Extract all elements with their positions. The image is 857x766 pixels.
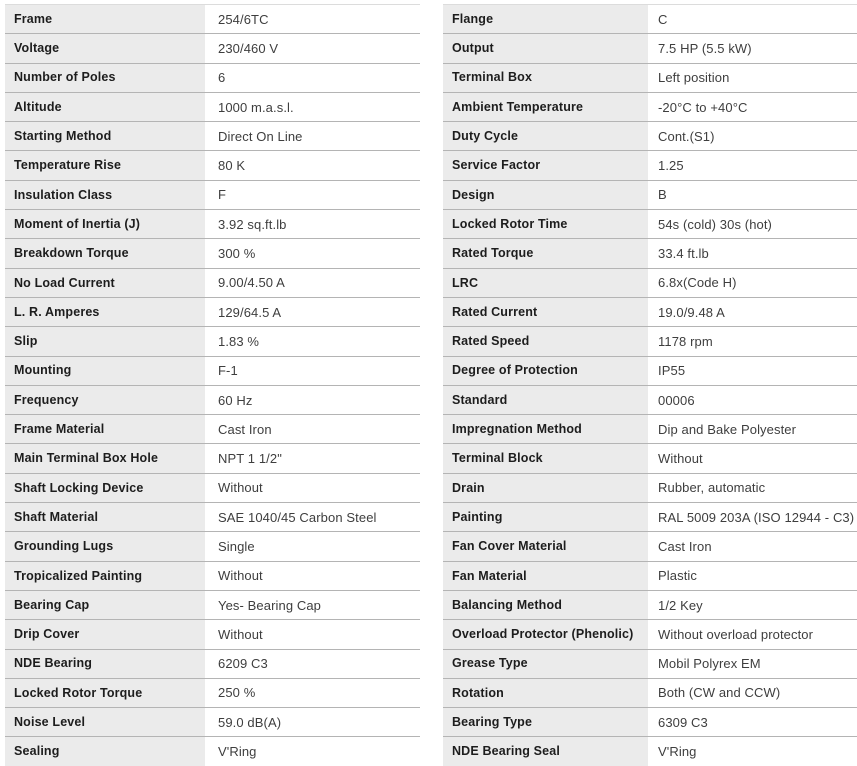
- spec-row: [443, 327, 857, 356]
- spec-value: B: [648, 181, 857, 209]
- spec-value: NPT 1 1/2": [205, 444, 420, 472]
- spec-label: Tropicalized Painting: [5, 562, 205, 590]
- spec-value: Without: [648, 444, 857, 472]
- spec-value: V'Ring: [205, 737, 420, 765]
- spec-value: 80 K: [205, 151, 420, 179]
- spec-row: [5, 239, 420, 268]
- spec-row: [5, 679, 420, 708]
- spec-label: NDE Bearing: [5, 650, 205, 678]
- spec-label: Rated Torque: [443, 239, 648, 267]
- spec-row: [443, 357, 857, 386]
- spec-label: Frame Material: [5, 415, 205, 443]
- spec-label: Fan Cover Material: [443, 532, 648, 560]
- spec-value: Single: [205, 532, 420, 560]
- spec-value: 129/64.5 A: [205, 298, 420, 326]
- spec-value: 300 %: [205, 239, 420, 267]
- spec-label: Frequency: [5, 386, 205, 414]
- spec-row: [443, 679, 857, 708]
- spec-value: -20°C to +40°C: [648, 93, 857, 121]
- spec-label: Noise Level: [5, 708, 205, 736]
- spec-label: Starting Method: [5, 122, 205, 150]
- spec-row: [5, 93, 420, 122]
- spec-label: Locked Rotor Torque: [5, 679, 205, 707]
- spec-value: Both (CW and CCW): [648, 679, 857, 707]
- spec-row: [443, 93, 857, 122]
- spec-value: 3.92 sq.ft.lb: [205, 210, 420, 238]
- spec-label: Grounding Lugs: [5, 532, 205, 560]
- spec-row: [443, 708, 857, 737]
- spec-value: 230/460 V: [205, 34, 420, 62]
- spec-table-left: [5, 4, 420, 766]
- spec-row: [5, 562, 420, 591]
- spec-label: Shaft Locking Device: [5, 474, 205, 502]
- spec-value: 59.0 dB(A): [205, 708, 420, 736]
- spec-row: [5, 620, 420, 649]
- spec-label: No Load Current: [5, 269, 205, 297]
- spec-value: Without overload protector: [648, 620, 857, 648]
- spec-value: Without: [205, 474, 420, 502]
- spec-value: Yes- Bearing Cap: [205, 591, 420, 619]
- spec-label: LRC: [443, 269, 648, 297]
- spec-row: [443, 64, 857, 93]
- spec-value: Dip and Bake Polyester: [648, 415, 857, 443]
- spec-value: 6309 C3: [648, 708, 857, 736]
- spec-label: Flange: [443, 5, 648, 33]
- spec-row: [443, 239, 857, 268]
- spec-value: 1/2 Key: [648, 591, 857, 619]
- spec-value: V'Ring: [648, 737, 857, 765]
- spec-value: Cont.(S1): [648, 122, 857, 150]
- spec-value: C: [648, 5, 857, 33]
- spec-value: SAE 1040/45 Carbon Steel: [205, 503, 420, 531]
- spec-label: Insulation Class: [5, 181, 205, 209]
- spec-table-right: [443, 4, 857, 766]
- spec-label: Slip: [5, 327, 205, 355]
- spec-row: [443, 181, 857, 210]
- spec-row: [443, 532, 857, 561]
- spec-row: [5, 708, 420, 737]
- spec-row: [443, 269, 857, 298]
- spec-label: Standard: [443, 386, 648, 414]
- spec-label: Sealing: [5, 737, 205, 765]
- spec-label: Rotation: [443, 679, 648, 707]
- spec-label: Balancing Method: [443, 591, 648, 619]
- spec-label: Impregnation Method: [443, 415, 648, 443]
- spec-value: Without: [205, 562, 420, 590]
- spec-label: Terminal Box: [443, 64, 648, 92]
- spec-row: [443, 562, 857, 591]
- spec-value: 1000 m.a.s.l.: [205, 93, 420, 121]
- spec-row: [5, 650, 420, 679]
- spec-value: 9.00/4.50 A: [205, 269, 420, 297]
- spec-value: 1.25: [648, 151, 857, 179]
- spec-value: 7.5 HP (5.5 kW): [648, 34, 857, 62]
- spec-row: [443, 591, 857, 620]
- spec-value: 00006: [648, 386, 857, 414]
- spec-label: Moment of Inertia (J): [5, 210, 205, 238]
- spec-label: Drain: [443, 474, 648, 502]
- spec-value: 6209 C3: [205, 650, 420, 678]
- spec-row: [5, 386, 420, 415]
- spec-label: Service Factor: [443, 151, 648, 179]
- spec-row: [5, 444, 420, 473]
- spec-value: 250 %: [205, 679, 420, 707]
- spec-row: [5, 327, 420, 356]
- spec-row: [443, 737, 857, 766]
- spec-row: [5, 269, 420, 298]
- spec-row: [443, 5, 857, 34]
- spec-label: Terminal Block: [443, 444, 648, 472]
- spec-row: [5, 737, 420, 766]
- spec-label: Fan Material: [443, 562, 648, 590]
- spec-row: [5, 591, 420, 620]
- spec-value: 6.8x(Code H): [648, 269, 857, 297]
- spec-value: Direct On Line: [205, 122, 420, 150]
- spec-label: Ambient Temperature: [443, 93, 648, 121]
- spec-row: [5, 122, 420, 151]
- spec-value: 1.83 %: [205, 327, 420, 355]
- spec-label: Output: [443, 34, 648, 62]
- spec-row: [5, 5, 420, 34]
- spec-value: 33.4 ft.lb: [648, 239, 857, 267]
- spec-value: IP55: [648, 357, 857, 385]
- spec-label: Design: [443, 181, 648, 209]
- spec-value: 60 Hz: [205, 386, 420, 414]
- spec-row: [5, 298, 420, 327]
- spec-label: Locked Rotor Time: [443, 210, 648, 238]
- spec-value: Without: [205, 620, 420, 648]
- spec-label: Shaft Material: [5, 503, 205, 531]
- spec-label: Main Terminal Box Hole: [5, 444, 205, 472]
- spec-label: Rated Speed: [443, 327, 648, 355]
- spec-row: [443, 503, 857, 532]
- spec-label: Bearing Type: [443, 708, 648, 736]
- spec-row: [5, 415, 420, 444]
- spec-row: [5, 532, 420, 561]
- spec-label: Rated Current: [443, 298, 648, 326]
- spec-value: 54s (cold) 30s (hot): [648, 210, 857, 238]
- spec-label: Duty Cycle: [443, 122, 648, 150]
- spec-value: 1178 rpm: [648, 327, 857, 355]
- spec-label: Frame: [5, 5, 205, 33]
- spec-row: [443, 122, 857, 151]
- spec-label: Breakdown Torque: [5, 239, 205, 267]
- spec-row: [443, 386, 857, 415]
- spec-value: Left position: [648, 64, 857, 92]
- spec-label: Number of Poles: [5, 64, 205, 92]
- spec-label: Painting: [443, 503, 648, 531]
- spec-row: [443, 444, 857, 473]
- spec-row: [5, 181, 420, 210]
- spec-row: [443, 298, 857, 327]
- spec-label: Grease Type: [443, 650, 648, 678]
- spec-row: [5, 474, 420, 503]
- spec-row: [443, 210, 857, 239]
- spec-row: [5, 357, 420, 386]
- spec-value: Cast Iron: [648, 532, 857, 560]
- spec-row: [5, 151, 420, 180]
- spec-value: F-1: [205, 357, 420, 385]
- spec-value: RAL 5009 203A (ISO 12944 - C3): [648, 503, 857, 531]
- spec-label: Overload Protector (Phenolic): [443, 620, 648, 648]
- spec-label: NDE Bearing Seal: [443, 737, 648, 765]
- spec-label: Voltage: [5, 34, 205, 62]
- spec-value: 6: [205, 64, 420, 92]
- spec-row: [443, 650, 857, 679]
- spec-row: [443, 620, 857, 649]
- spec-row: [443, 151, 857, 180]
- spec-row: [5, 210, 420, 239]
- spec-label: Degree of Protection: [443, 357, 648, 385]
- spec-row: [5, 503, 420, 532]
- spec-row: [443, 415, 857, 444]
- spec-value: Plastic: [648, 562, 857, 590]
- spec-value: 19.0/9.48 A: [648, 298, 857, 326]
- spec-label: Altitude: [5, 93, 205, 121]
- spec-row: [443, 474, 857, 503]
- spec-row: [443, 34, 857, 63]
- spec-value: Rubber, automatic: [648, 474, 857, 502]
- spec-row: [5, 34, 420, 63]
- spec-row: [5, 64, 420, 93]
- spec-value: Mobil Polyrex EM: [648, 650, 857, 678]
- spec-value: Cast Iron: [205, 415, 420, 443]
- spec-label: L. R. Amperes: [5, 298, 205, 326]
- spec-label: Temperature Rise: [5, 151, 205, 179]
- spec-value: 254/6TC: [205, 5, 420, 33]
- spec-label: Bearing Cap: [5, 591, 205, 619]
- spec-value: F: [205, 181, 420, 209]
- spec-label: Drip Cover: [5, 620, 205, 648]
- spec-label: Mounting: [5, 357, 205, 385]
